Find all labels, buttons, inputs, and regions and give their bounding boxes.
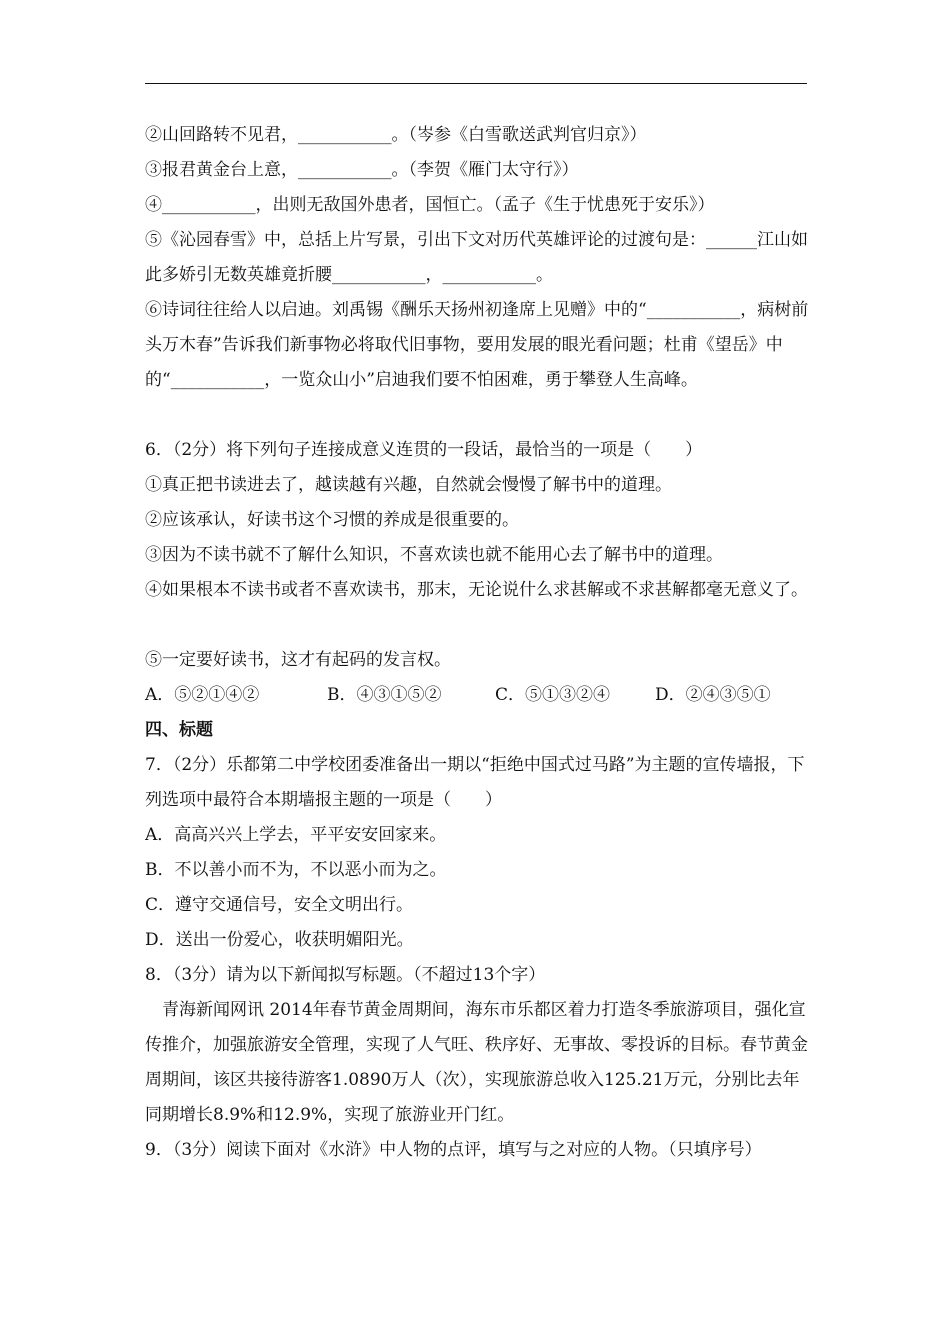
question-9-stem: 9．（3分）阅读下面对《水浒》中人物的点评，填写与之对应的人物。（只填序号）	[145, 1140, 762, 1160]
q6-option-a: A．⑤②①④②	[145, 685, 260, 705]
section-4-heading: 四、标题	[145, 720, 213, 740]
q7-option-b: B．不以善小而不为，不以恶小而为之。	[145, 860, 447, 880]
q6-option-c: C．⑤①③②④	[495, 685, 611, 705]
poem-fill-2: ②山回路转不见君，___________。（岑参《白雪歌送武判官归京》）	[145, 125, 647, 145]
question-6-stem: 6．（2分）将下列句子连接成意义连贯的一段话，最恰当的一项是（ ）	[145, 440, 703, 460]
q7-option-a: A．高高兴兴上学去，平平安安回家来。	[145, 825, 447, 845]
q8-news-body: 青海新闻网讯 2014年春节黄金周期间，海东市乐都区着力打造冬季旅游项目，强化宣传推介，加强旅游安全管理，实现了人气旺、秩序好、无事故、零投诉的目标。春节黄金周期间，该区共接待游客1.0890万人（次），实现旅游总收入125.21万元，分别比去年同期增长8.9%和12.9%，实现了旅游业开门红。	[145, 1000, 808, 1125]
page-content	[145, 118, 811, 1168]
q6-options	[145, 678, 811, 713]
q7-option-c: C．遵守交通信号，安全文明出行。	[145, 895, 414, 915]
header-rule	[145, 83, 807, 84]
q6-option-b: B．④③①⑤②	[327, 685, 442, 705]
poem-fill-6: ⑥诗词往往给人以启迪。刘禹锡《酬乐天扬州初逢席上见赠》中的“___________，病树前头万木春”告诉我们新事物必将取代旧事物，要用发展的眼光看问题；杜甫《望岳》中的“___________，一览众山小”启迪我们要不怕困难，勇于攀登人生高峰。	[145, 300, 809, 390]
q6-sentence-2: ②应该承认，好读书这个习惯的养成是很重要的。	[145, 510, 519, 530]
poem-fill-3: ③报君黄金台上意，___________。（李贺《雁门太守行》）	[145, 160, 579, 180]
q7-option-d: D．送出一份爱心，收获明媚阳光。	[145, 930, 414, 950]
q6-sentence-5: ⑤一定要好读书，这才有起码的发言权。	[145, 650, 451, 670]
poem-fill-4: ④___________，出则无敌国外患者，国恒亡。（孟子《生于忧患死于安乐》）	[145, 195, 715, 215]
q6-sentence-3: ③因为不读书就不了解什么知识，不喜欢读也就不能用心去了解书中的道理。	[145, 545, 723, 565]
poem-fill-5: ⑤《沁园春雪》中，总括上片写景，引出下文对历代英雄评论的过渡句是：______江山如此多娇引无数英雄竟折腰___________，___________。	[145, 230, 808, 285]
question-7-stem: 7．（2分）乐都第二中学校团委准备出一期以“拒绝中国式过马路”为主题的宣传墙报，下列选项中最符合本期墙报主题的一项是（ ）	[145, 755, 805, 810]
q6-sentence-1: ①真正把书读进去了，越读越有兴趣，自然就会慢慢了解书中的道理。	[145, 475, 672, 495]
q6-sentence-4: ④如果根本不读书或者不喜欢读书，那末，无论说什么求甚解或不求甚解都毫无意义了。	[145, 580, 808, 600]
q6-option-d: D．②④③⑤①	[655, 685, 771, 705]
question-8-stem: 8．（3分）请为以下新闻拟写标题。（不超过13个字）	[145, 965, 546, 985]
